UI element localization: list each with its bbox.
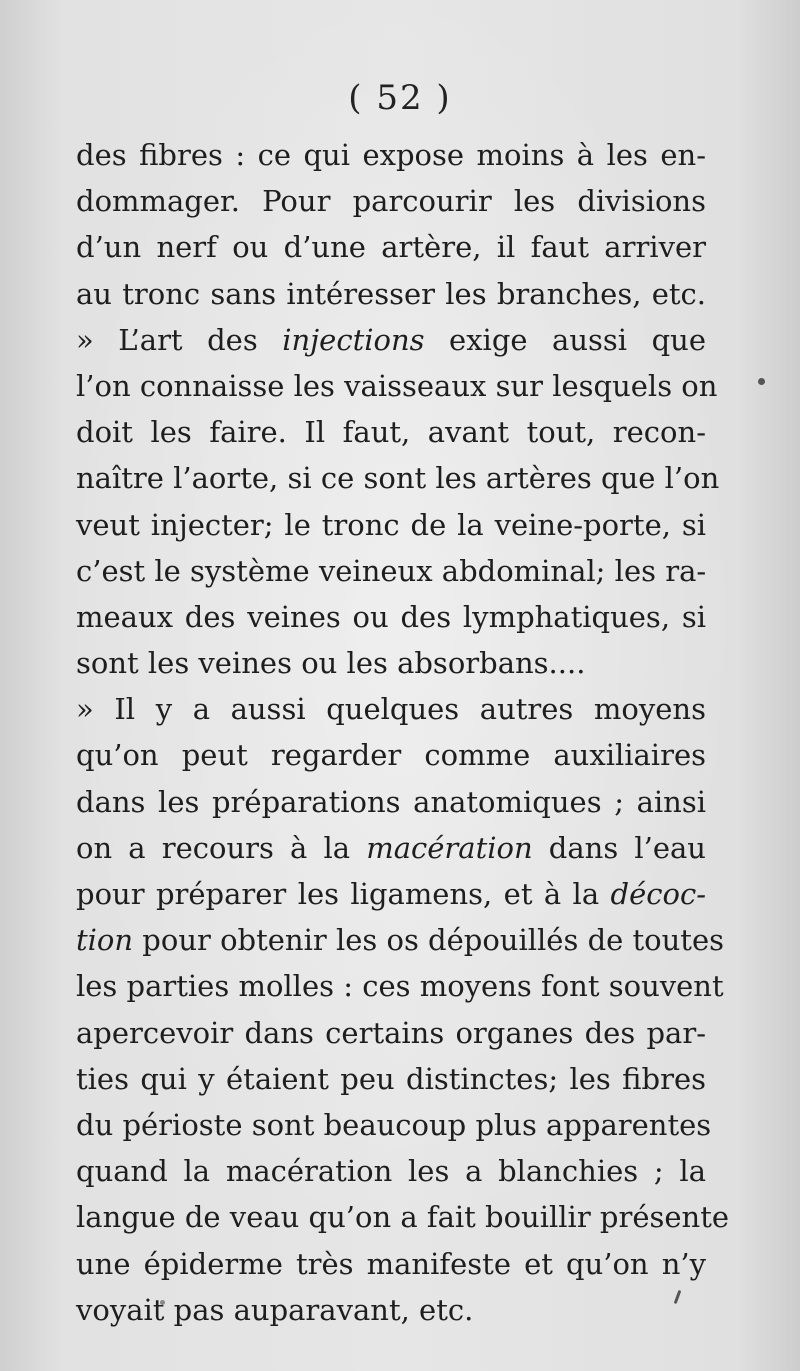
text-line [76, 871, 706, 917]
text-run: au tronc sans intéresser les branches, etc. [76, 276, 706, 311]
text-run: les parties molles : ces moyens font souvent [76, 969, 724, 1004]
italic-term: tion [76, 923, 134, 958]
text-line [76, 178, 706, 224]
text-line [76, 1287, 706, 1333]
text-run: dommager. Pour parcourir les divisions [76, 184, 706, 219]
text-line [76, 917, 724, 963]
page-number: ( 52 ) [348, 78, 452, 118]
text-run: doit les faire. Il faut, avant tout, recon- [76, 415, 706, 450]
text-run: apercevoir dans certains organes des par- [76, 1015, 706, 1050]
text-run: dans l’eau [532, 830, 706, 865]
text-run: ties qui y étaient peu distinctes; les fibres [76, 1061, 706, 1096]
text-run: pour préparer les ligamens, et à la [76, 877, 611, 911]
text-run: on a recours à la [76, 830, 367, 865]
text-line [76, 502, 706, 548]
text-line [76, 1102, 712, 1148]
text-line [76, 640, 706, 686]
text-run: exige aussi que [424, 322, 706, 357]
text-run: l’on connaisse les vaisseaux sur lesquels on [76, 368, 718, 403]
text-run: langue de veau qu’on a fait bouillir présente [76, 1200, 730, 1235]
text-run: meaux des veines ou des lymphatiques, si [76, 599, 706, 634]
text-line [76, 548, 706, 594]
text-run: sont les veines ou les absorbans.... [76, 646, 586, 681]
text-run: quand la macération les a blanchies ; la [76, 1154, 706, 1189]
text-run: pour obtenir les os dépouillés de toutes [133, 923, 724, 958]
text-line [76, 825, 706, 871]
text-line [76, 363, 718, 409]
text-line [76, 224, 706, 270]
text-line [76, 732, 706, 778]
text-line [76, 1148, 706, 1194]
text-run: une épiderme très manifeste et qu’on n’y [76, 1246, 706, 1281]
text-run: d’un nerf ou d’une artère, il faut arriver [76, 230, 706, 265]
text-line [76, 132, 706, 178]
text-line [76, 1241, 706, 1287]
text-run: c’est le système veineux abdominal; les ra- [76, 553, 707, 588]
text-line [76, 963, 724, 1009]
text-run: veut injecter; le tronc de la veine-porte, si [76, 507, 706, 542]
text-line [76, 594, 706, 640]
text-line [76, 317, 706, 363]
text-run: des fibres : ce qui expose moins à les en- [76, 138, 706, 172]
text-run: du périoste sont beaucoup plus apparentes [76, 1107, 712, 1142]
text-run: dans les préparations anatomiques ; ainsi [76, 784, 706, 819]
ink-speck [758, 378, 765, 385]
text-line [76, 455, 720, 501]
text-run: naître l’aorte, si ce sont les artères que l’on [76, 461, 720, 496]
italic-term: décoc- [610, 877, 706, 911]
text-run: qu’on peut regarder comme auxiliaires [76, 738, 706, 773]
text-line [76, 779, 706, 825]
text-line [76, 1010, 706, 1056]
text-line [76, 1056, 706, 1102]
text-line [76, 271, 706, 317]
text-line [76, 1194, 730, 1240]
text-run: voyait pas auparavant, etc. [76, 1292, 474, 1327]
text-run: » Il y a aussi quelques autres moyens [76, 692, 706, 727]
italic-term: injections [282, 322, 425, 357]
text-line [76, 686, 706, 732]
text-line [76, 409, 706, 455]
body-text [76, 132, 730, 1333]
text-run: » L’art des [76, 322, 283, 357]
italic-term: macération [366, 830, 533, 865]
